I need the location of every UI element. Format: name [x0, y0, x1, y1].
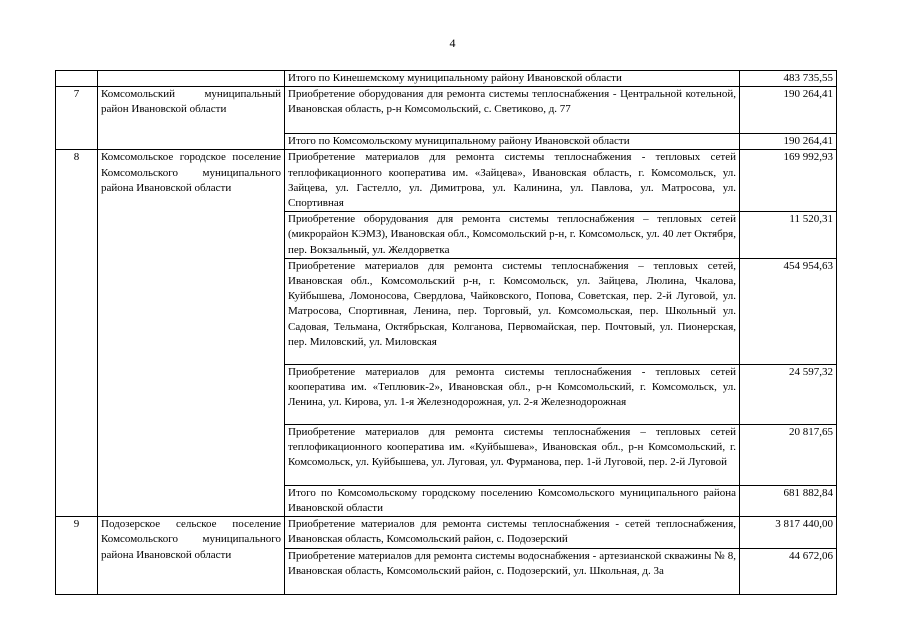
row-number-cell: 8 [56, 150, 98, 517]
amount-cell: 3 817 440,00 [740, 517, 837, 548]
row-number-cell: 9 [56, 517, 98, 594]
table-row [56, 87, 837, 134]
amount-cell: 24 597,32 [740, 364, 837, 424]
funding-table [55, 70, 837, 595]
amount-cell: 44 672,06 [740, 548, 837, 594]
amount-cell: 190 264,41 [740, 87, 837, 134]
table-row [56, 71, 837, 87]
work-description-cell: Приобретение материалов для ремонта системы водоснабжения - артезианской скважины № 8, Ивановская область, Комсомольский район, с. Подозерский, ул. Школьная, д. 3а [285, 548, 740, 594]
table-row [56, 517, 837, 548]
amount-cell: 454 954,63 [740, 258, 837, 364]
amount-cell: 483 735,55 [740, 71, 837, 87]
work-description-cell: Итого по Кинешемскому муниципальному району Ивановской области [285, 71, 740, 87]
subtotal-amount-cell: 681 882,84 [740, 485, 837, 516]
organization-cell [98, 71, 285, 87]
work-description-cell: Приобретение материалов для ремонта системы теплоснабжения - тепловых сетей теплофикационного кооператива им. «Зайцева», Ивановская область, г. Комсомольск, ул. Зайцева, ул. Гастелло, ул. Димитрова, ул. Калинина, ул. Павлова, ул. Матросова, ул. Спортивная [285, 150, 740, 212]
amount-cell: 20 817,65 [740, 424, 837, 485]
work-description-cell: Приобретение материалов для ремонта системы теплоснабжения - сетей теплоснабжения, Ивановская область, Комсомольский район, с. Подозерский [285, 517, 740, 548]
work-description-cell: Приобретение материалов для ремонта системы теплоснабжения – тепловых сетей теплофикационного кооператива им. «Куйбышева», Ивановская обл., р-н Комсомольский, г. Комсомольск, ул. Куйбышева, ул. Луговая, ул. Фурманова, пер. 1-й Луговой, пер. 2-й Луговой [285, 424, 740, 485]
row-number-cell [56, 71, 98, 87]
subtotal-description-cell: Итого по Комсомольскому городскому поселению Комсомольского муниципального района Ивановской области [285, 485, 740, 516]
organization-cell: Подозерское сельское поселение Комсомольского муниципального района Ивановской области [98, 517, 285, 594]
amount-cell: 169 992,93 [740, 150, 837, 212]
organization-cell: Комсомольское городское поселение Комсомольского муниципального района Ивановской области [98, 150, 285, 517]
page-number: 4 [449, 36, 456, 50]
subtotal-amount-cell: 190 264,41 [740, 134, 837, 150]
row-number-cell: 7 [56, 87, 98, 150]
subtotal-description-cell: Итого по Комсомольскому муниципальному району Ивановской области [285, 134, 740, 150]
work-description-cell: Приобретение оборудования для ремонта системы теплоснабжения – тепловых сетей (микрорайон КЭМЗ), Ивановская обл., Комсомольский р-н, г. Комсомольск, ул. 40 лет Октября, пер. Вокзальный, ул. Желдорветка [285, 212, 740, 259]
work-description-cell: Приобретение материалов для ремонта системы теплоснабжения – тепловых сетей, Ивановская обл., Комсомольский р-н, г. Комсомольск, ул. Зайцева, Люлина, Чкалова, Куйбышева, Ломоносова, Свердлова, Чайковского, Попова, Советская, пер. 2-й Луговой, ул. Матросова, Спортивная, Ленина, пер. Торговый, ул. Комсомольская, пер. Школьный ул. Садовая, Тельмана, Октябрьская, Колганова, Первомайская, пер. Почтовый, ул. Пионерская, пер. Миловский, ул. Миловская [285, 258, 740, 364]
work-description-cell: Приобретение материалов для ремонта системы теплоснабжения - тепловых сетей кооператива им. «Теплювик-2», Ивановская обл., р-н Комсомольский, г. Комсомольск, ул. Ленина, ул. Кирова, ул. 1-я Железнодорожная, ул. 2-я Железнодорожная [285, 364, 740, 424]
organization-cell: Комсомольский муниципальный район Ивановской области [98, 87, 285, 150]
work-description-cell: Приобретение оборудования для ремонта системы теплоснабжения - Центральной котельной, Ивановская область, р-н Комсомольский, с. Светиково, д. 77 [285, 87, 740, 134]
table-row [56, 150, 837, 212]
amount-cell: 11 520,31 [740, 212, 837, 259]
